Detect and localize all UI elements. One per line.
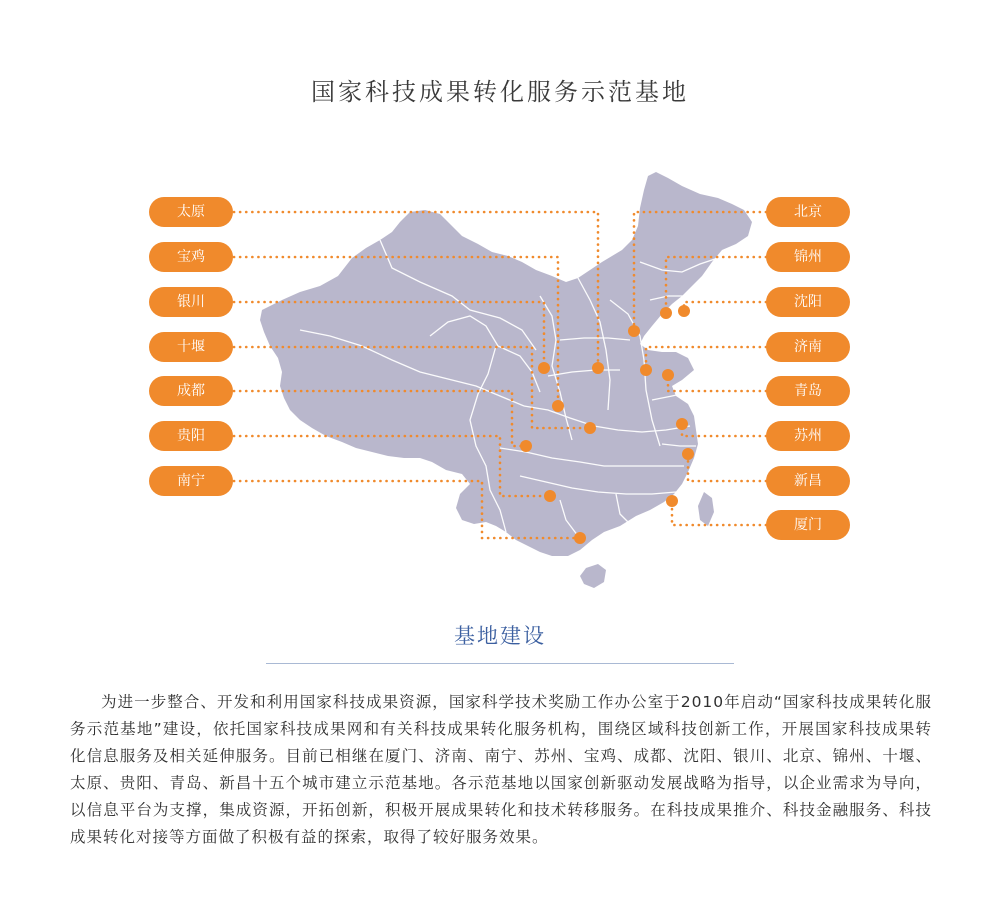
right-city-marker-0 [628, 325, 640, 337]
right-city-label-1: 锦州 [766, 242, 850, 272]
left-city-label-2: 银川 [149, 287, 233, 317]
intro-paragraph: 为进一步整合、开发和利用国家科技成果资源，国家科学技术奖励工作办公室于2010年启动“国家科技成果转化服务示范基地”建设，依托国家科技成果网和有关科技成果转化服务机构，围绕区域科技创新工作，开展国家科技成果转化信息服务及相关延伸服务。目前已相继在厦门、济南、南宁、苏州、宝鸡、成都、沈阳、银川、北京、锦州、十堰、太原、贵阳、青岛、新昌十五个城市建立示范基地。各示范基地以国家创新驱动发展战略为指导，以企业需求为导向，以信息平台为支撑，集成资源，开拓创新，积极开展成果转化和技术转移服务。在科技成果推介、科技金融服务、科技成果转化对接等方面做了积极有益的探索，取得了较好服务效果。 [70, 693, 932, 846]
hainan-island [580, 564, 606, 588]
right-city-label-6: 新昌 [766, 466, 850, 496]
left-city-marker-1 [552, 400, 564, 412]
left-city-marker-0 [592, 362, 604, 374]
left-city-label-3: 十堰 [149, 332, 233, 362]
right-city-label-2: 沈阳 [766, 287, 850, 317]
left-city-marker-6 [574, 532, 586, 544]
right-city-label-0: 北京 [766, 197, 850, 227]
right-connector-6 [688, 454, 766, 481]
left-city-marker-5 [544, 490, 556, 502]
left-city-label-6: 南宁 [149, 466, 233, 496]
china-landmass [260, 172, 752, 588]
taiwan-island [698, 492, 714, 526]
section-divider [266, 663, 734, 664]
right-city-label-7: 厦门 [766, 510, 850, 540]
page-title: 国家科技成果转化服务示范基地 [311, 78, 689, 106]
right-city-marker-7 [666, 495, 678, 507]
right-city-marker-1 [660, 307, 672, 319]
left-city-label-4: 成都 [149, 376, 233, 406]
mainland-shape [260, 172, 752, 556]
right-connector-7 [672, 501, 766, 525]
right-city-label-3: 济南 [766, 332, 850, 362]
left-city-label-0: 太原 [149, 197, 233, 227]
right-city-marker-6 [682, 448, 694, 460]
right-city-marker-5 [676, 418, 688, 430]
right-city-label-4: 青岛 [766, 376, 850, 406]
left-city-marker-2 [538, 362, 550, 374]
right-connector-2 [684, 302, 766, 311]
left-city-label-5: 贵阳 [149, 421, 233, 451]
right-city-marker-3 [640, 364, 652, 376]
left-city-marker-4 [520, 440, 532, 452]
left-city-label-1: 宝鸡 [149, 242, 233, 272]
section-title: 基地建设 [454, 624, 546, 648]
right-city-marker-4 [662, 369, 674, 381]
right-city-marker-2 [678, 305, 690, 317]
left-city-marker-3 [584, 422, 596, 434]
right-city-label-5: 苏州 [766, 421, 850, 451]
